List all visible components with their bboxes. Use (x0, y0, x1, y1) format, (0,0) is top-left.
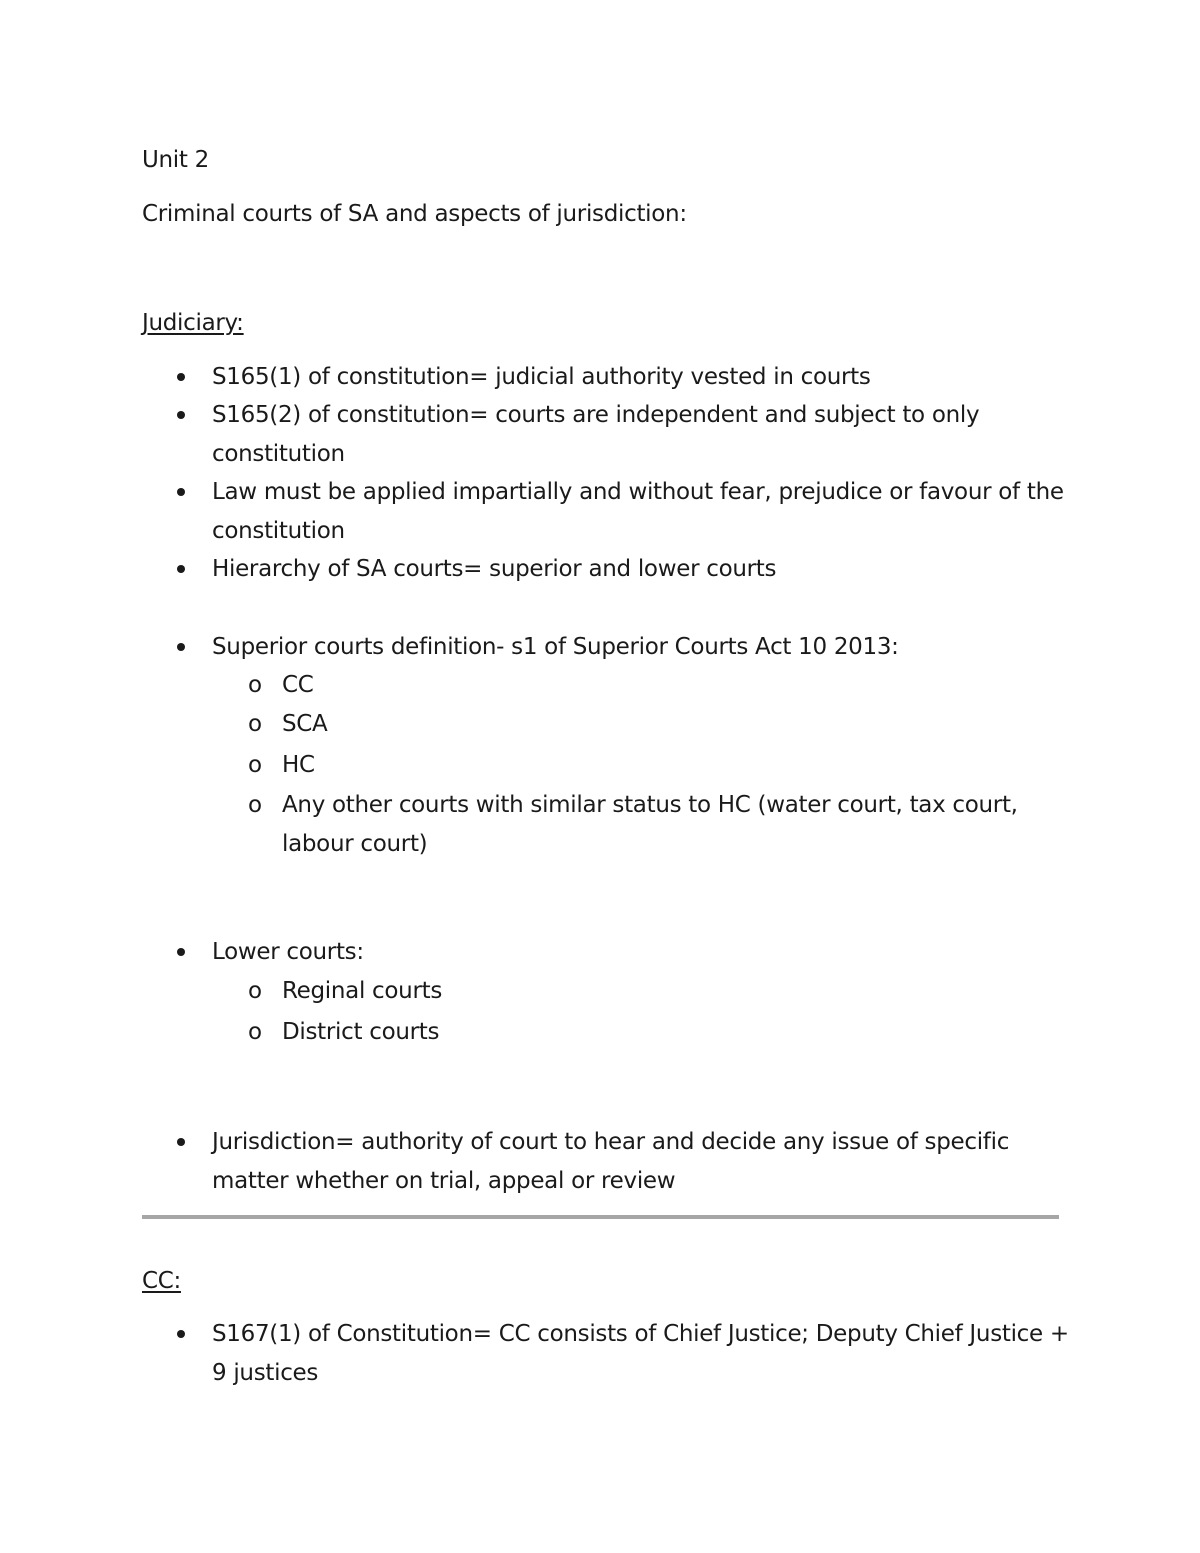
bullet-icon (177, 373, 185, 381)
sub-bullet-icon: o (248, 711, 262, 737)
judiciary-bullet-2-line-1: S165(2) of constitution= courts are independent and subject to only (212, 402, 980, 428)
bullet-icon (177, 948, 185, 956)
judiciary-bullet-2-line-2: constitution (212, 441, 345, 467)
lower-court-item-1: Reginal courts (282, 978, 443, 1004)
horizontal-divider (142, 1215, 1059, 1219)
superior-court-item-2: SCA (282, 711, 328, 737)
judiciary-bullet-4: Hierarchy of SA courts= superior and lower courts (212, 556, 777, 582)
judiciary-bullet-1: S165(1) of constitution= judicial authority vested in courts (212, 364, 871, 390)
sub-bullet-icon: o (248, 978, 262, 1004)
lower-court-item-2: District courts (282, 1019, 440, 1045)
judiciary-bullet-5: Superior courts definition- s1 of Superior Courts Act 10 2013: (212, 634, 899, 660)
judiciary-bullet-7-line-1: Jurisdiction= authority of court to hear and decide any issue of specific (212, 1129, 1010, 1155)
bullet-icon (177, 643, 185, 651)
cc-bullet-1-line-2: 9 justices (212, 1360, 319, 1386)
superior-court-item-3: HC (282, 752, 315, 778)
judiciary-heading: Judiciary: (142, 310, 244, 336)
cc-heading: CC: (142, 1268, 181, 1294)
bullet-icon (177, 411, 185, 419)
sub-bullet-icon: o (248, 672, 262, 698)
sub-bullet-icon: o (248, 792, 262, 818)
superior-court-item-4-line-2: labour court) (282, 831, 428, 857)
sub-bullet-icon: o (248, 1019, 262, 1045)
bullet-icon (177, 1330, 185, 1338)
judiciary-bullet-3-line-1: Law must be applied impartially and without fear, prejudice or favour of the (212, 479, 1064, 505)
bullet-icon (177, 488, 185, 496)
judiciary-bullet-6: Lower courts: (212, 939, 364, 965)
superior-court-item-1: CC (282, 672, 314, 698)
judiciary-bullet-7-line-2: matter whether on trial, appeal or review (212, 1168, 676, 1194)
unit-title: Unit 2 (142, 147, 209, 173)
sub-bullet-icon: o (248, 752, 262, 778)
superior-court-item-4-line-1: Any other courts with similar status to HC (water court, tax court, (282, 792, 1018, 818)
document-subtitle: Criminal courts of SA and aspects of jurisdiction: (142, 201, 687, 227)
bullet-icon (177, 565, 185, 573)
cc-bullet-1-line-1: S167(1) of Constitution= CC consists of Chief Justice; Deputy Chief Justice + (212, 1321, 1069, 1347)
judiciary-bullet-3-line-2: constitution (212, 518, 345, 544)
bullet-icon (177, 1138, 185, 1146)
